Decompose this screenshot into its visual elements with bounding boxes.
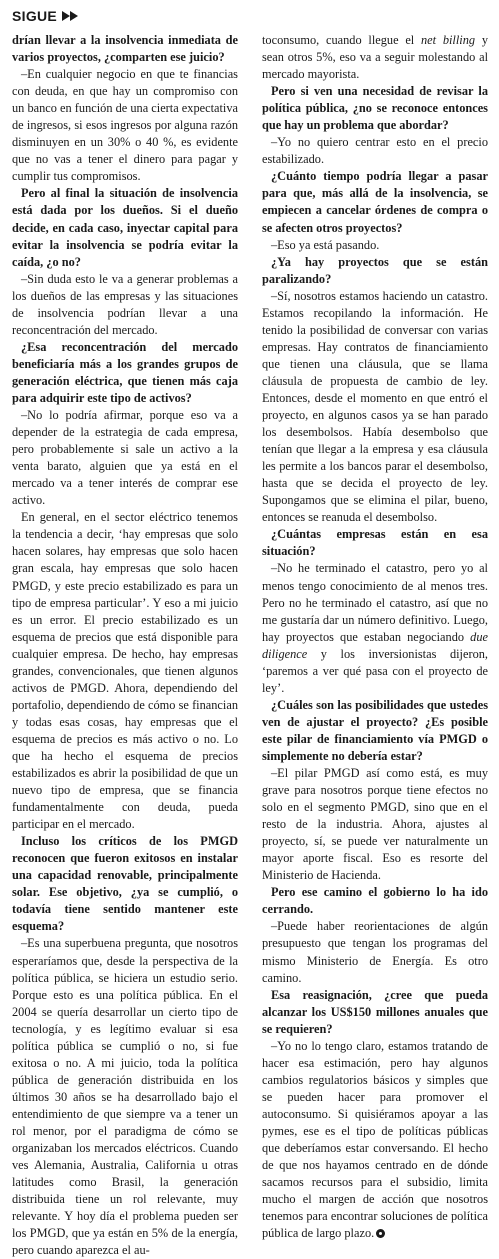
interview-question — [262, 987, 488, 1038]
interview-answer — [262, 32, 488, 83]
interview-question — [12, 32, 238, 66]
paragraph-text: –Yo no quiero centrar esto en el precio estabilizado. — [262, 135, 488, 167]
italic-term: net billing — [420, 33, 476, 47]
interview-question — [12, 833, 238, 935]
paragraph-text: y los inversionistas dijeron, ‘paremos a ver qué pasa con el proyecto de ley’. — [262, 646, 488, 695]
paragraph-text: Esa reasignación, ¿cree que pueda alcanzar los US$150 millones anuales que se requieren? — [262, 987, 488, 1036]
paragraph-text: –Es una superbuena pregunta, que nosotros esperaríamos que, desde la perspectiva de la política pública, se hiciera un estudio serio. Porque esto es una política pública. En el 2004 se quería desarrollar un cierto tipo de tecnología, y es legítimo evaluar si esa política pública se cumplió o no, si fue exitosa o no. A mi juicio, toda la política pública de generación distribuida en los últimos 30 años se ha desarrollado bajo el entendimiento de que siempre va a tener un rol menor, por el paradigma de cómo se organizaban los mercados eléctricos. Cuando ves Alemania, Australia, California u otras latitudes como Brasil, la generación distribuida tiene un rol relevante, muy relevante. Y hoy día el problema pueden ser los PMGD, que ya están en 5% de la energía, pero cuando aparezca el au- — [12, 936, 238, 1258]
interview-answer — [262, 560, 488, 696]
interview-question — [262, 254, 488, 288]
interview-answer — [262, 918, 488, 986]
interview-answer — [262, 288, 488, 527]
paragraph-text: y sean otros 5%, eso va a seguir molestando al mercado mayorista. — [262, 33, 488, 82]
paragraph-text: drían llevar a la insolvencia inmediata de varios proyectos, ¿comparten ese juicio? — [12, 33, 238, 65]
continued-header — [12, 5, 78, 27]
paragraph-text: Pero ese camino el gobierno lo ha ido cerrando. — [262, 885, 488, 917]
paragraph-text: En general, en el sector eléctrico tenemos la tendencia a decir, ‘hay empresas que solo hacen solares, hay empresas que solo hacen gran escala, hay empresas que solo hacen PMGD, y este precio estabilizado es para un tipo de empresa particular’. Y eso a mi juicio es un error. El precio estabilizado es un esquema de precios que está disponible para cualquier empresa. De hecho, hay empresas grandes, convencionales, que tienen algunos activos de PMGD. Ahora, dependiendo del portafolio, dependiendo de cómo se financian y todas esas cosas, hay empresas que el esquema de precios es más activo o no. Lo que ha hecho el esquema de precios estabilizados es abrir la posibilidad de que un nuevo tipo de empresa, que se financia fundamentalmente con deuda, pueda participar en el mercado. — [12, 510, 238, 832]
paragraph-text: –Yo no lo tengo claro, estamos tratando de hacer esa estimación, pero hay algunos cambios regulatorios básicos y simples que se pueden hacer para promover el autoconsumo. Si quisiéramos apoyar a las pymes, ese es el tipo de políticas públicas que deberíamos estar conversando. El hecho de que nos hayamos centrado en de dónde sacamos recursos para el subsidio, limita mucho el margen de acción que nosotros tenemos para encontrar soluciones de política pública de largo plazo. — [262, 1038, 488, 1241]
interview-answer — [12, 407, 238, 509]
paragraph-text: ¿Ya hay proyectos que se están paralizando? — [262, 254, 488, 286]
end-of-article-icon — [376, 1229, 385, 1238]
interview-question — [262, 168, 488, 236]
paragraph-text: –Eso ya está pasando. — [271, 237, 380, 252]
interview-answer — [262, 1038, 488, 1243]
interview-answer — [12, 66, 238, 185]
interview-answer — [12, 509, 238, 833]
interview-answer — [262, 237, 488, 254]
continued-label: SIGUE — [12, 8, 58, 24]
paragraph-text: –El pilar PMGD así como está, es muy grave para nosotros porque tiene efectos no solo en el segmento PMGD, sino que en el resto de la industria. Ahora, ajustes al proyecto, sí, se puede ver naturalmente un mayor aporte fiscal. Eso es resorte del Ministerio de Hacienda. — [262, 766, 488, 883]
paragraph-text: –En cualquier negocio en que te financias con deuda, en que hay un compromiso con un banco en función de una cierta expectativa de ingresos, si esos ingresos por alguna razón disminuyen en un 30% o 40 %, es evidente que no vas a tener el dinero para pagar y cumplir tus compromisos. — [12, 67, 238, 184]
interview-question — [12, 185, 238, 270]
interview-question — [262, 884, 488, 918]
interview-question — [262, 83, 488, 134]
paragraph-text: Pero si ven una necesidad de revisar la política pública, ¿no se reconoce entonces que hay un problema que abordar? — [262, 84, 488, 133]
interview-answer — [12, 271, 238, 339]
left-column — [12, 32, 238, 1258]
interview-question — [262, 697, 488, 765]
interview-answer — [262, 765, 488, 884]
paragraph-text: –No he terminado el catastro, pero yo al menos tengo conocimiento de al menos tres. Pero no he terminado el catastro, así que no me gustaría dar un número definitivo. Luego, hay proyectos que estaban negociando — [262, 561, 488, 644]
interview-question — [12, 339, 238, 407]
paragraph-text: Incluso los críticos de los PMGD reconocen que fueron exitosos en instalar una capacidad renovable, principalmente solar. Ese objetivo, ¿ya se cumplió, o todavía tiene sentido mantener este esquema? — [12, 834, 238, 934]
double-arrow-icon — [62, 11, 78, 21]
interview-answer — [12, 935, 238, 1259]
interview-question — [262, 526, 488, 560]
paragraph-text: –Puede haber reorientaciones de algún presupuesto que tengan los programas del mismo Ministerio de Energía. Es otro camino. — [262, 919, 488, 985]
right-column — [262, 32, 488, 1241]
paragraph-text: toconsumo, cuando llegue el — [262, 33, 421, 47]
paragraph-text: –Sin duda esto le va a generar problemas a los dueños de las empresas y las situaciones de insolvencia podrían llevar a una reconcentración del mercado. — [12, 271, 238, 337]
paragraph-text: Pero al final la situación de insolvencia está dada por los dueños. Si el dueño decide, en cada caso, inyectar capital para evitar la insolvencia se podría evitar la caída, ¿o no? — [12, 186, 238, 269]
paragraph-text: ¿Esa reconcentración del mercado beneficiaría más a los grandes grupos de generación eléctrica, que tienen más caja para adquirir este tipo de activos? — [12, 339, 238, 405]
italic-term: due diligence — [262, 629, 488, 661]
paragraph-text: –Sí, nosotros estamos haciendo un catastro. Estamos recopilando la información. He tenido la posibilidad de conversar con varias empresas. Hay contratos de financiamiento que tienen una cláusula, que se llama cláusula de propuesta de cambio de ley. Entonces, desde el momento en que entró el proyecto, en algunos casos ya se han parado los desembolsos. Había desembolso que tenían que llegar a la empresa y esa cláusula les permite a los bancos parar el desembolso, hasta que se decida el proyecto de ley. Supongamos que se elimina el pilar, bueno, entonces se reanuda el desembolso. — [262, 288, 488, 525]
paragraph-text: –No lo podría afirmar, porque eso va a depender de la estrategia de cada empresa, pero probablemente si sale un activo a la venta barato, alguien que ya está en el mercado va a tener interés de comprar ese activo. — [12, 408, 238, 508]
paragraph-text: ¿Cuáles son las posibilidades que ustedes ven de ajustar el proyecto? ¿Es posible este pilar de financiamiento vía PMGD o simplemente no debería estar? — [262, 697, 488, 763]
paragraph-text: ¿Cuánto tiempo podría llegar a pasar para que, más allá de la insolvencia, se empiecen a cancelar órdenes de compra o se afecten otros proyectos? — [262, 169, 488, 235]
interview-answer — [262, 134, 488, 168]
paragraph-text: ¿Cuántas empresas están en esa situación? — [262, 527, 488, 559]
